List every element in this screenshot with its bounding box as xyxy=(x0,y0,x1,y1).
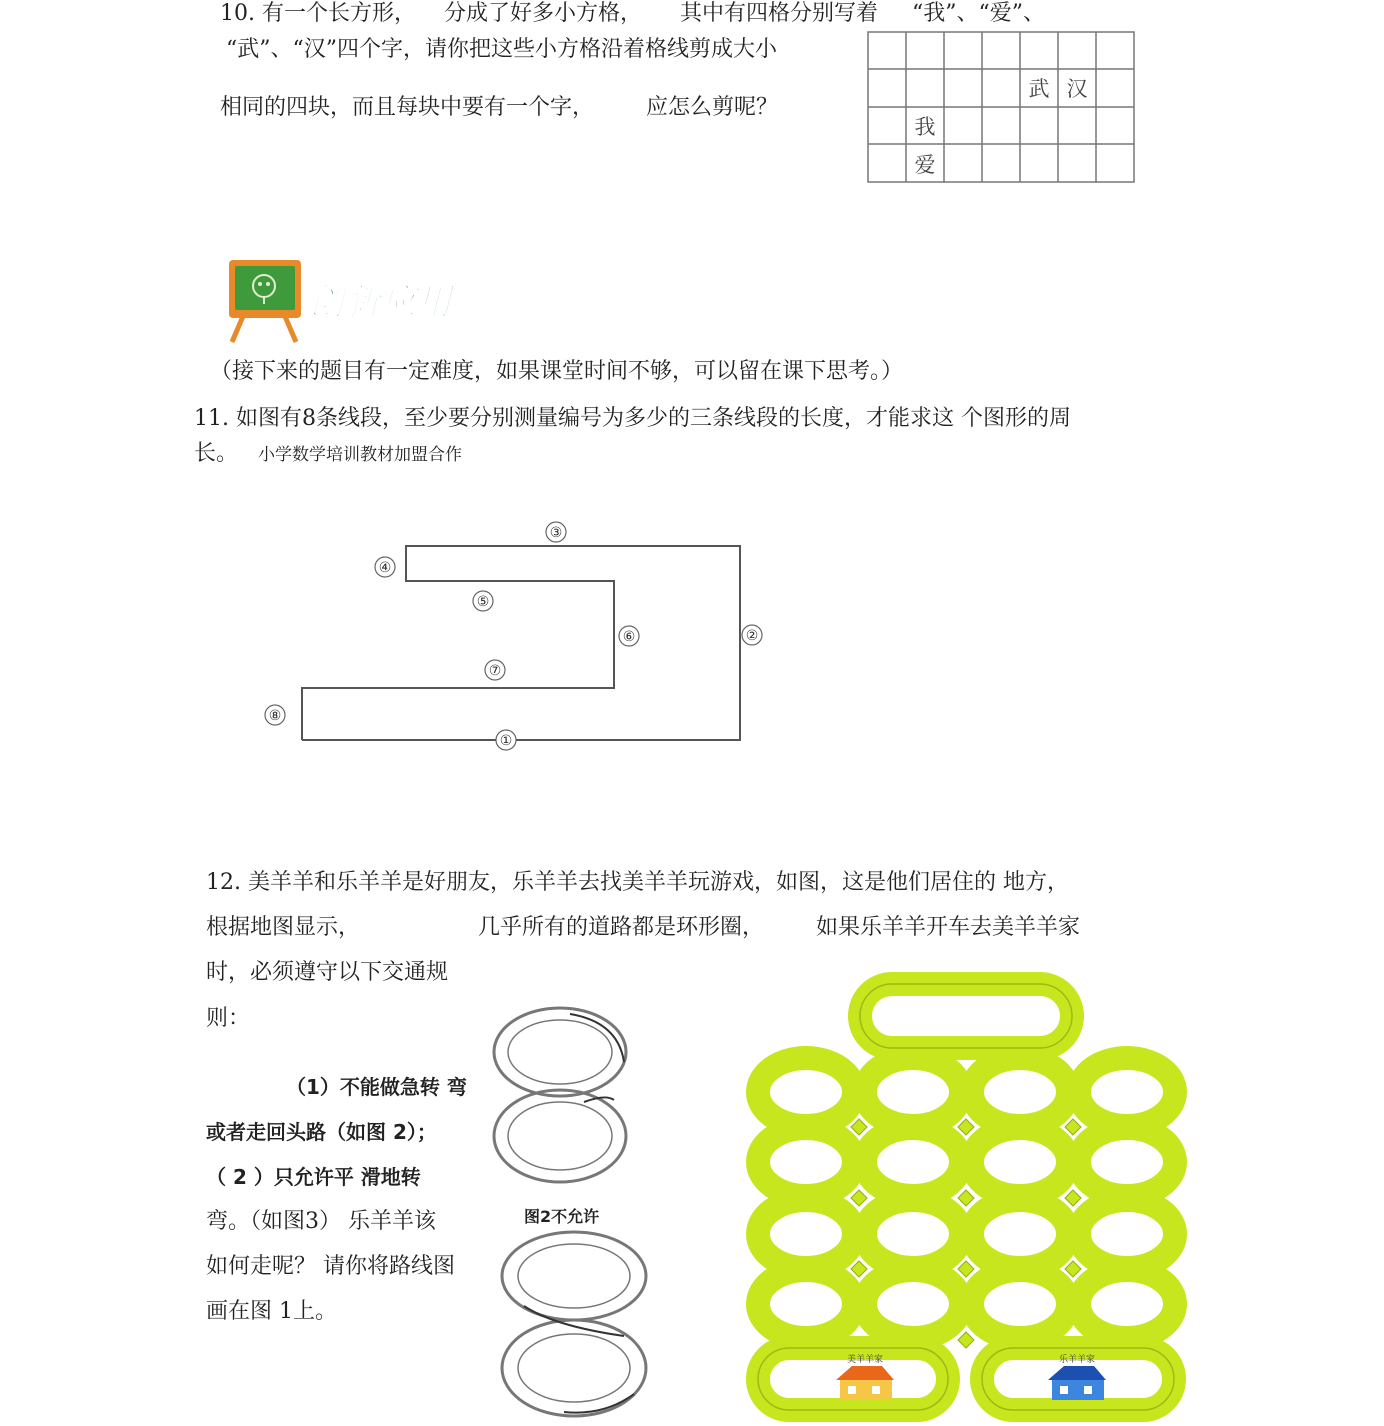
q12-rule2-b: 弯。（如图3） 乐羊羊该 xyxy=(206,1209,436,1234)
grid-char-wu: 武 xyxy=(1028,77,1050,101)
figure3-eight xyxy=(494,1226,654,1422)
chalkboard-icon xyxy=(229,260,301,342)
q11-line2 xyxy=(194,440,462,469)
grid-char-han: 汉 xyxy=(1066,77,1088,101)
q12-line2 xyxy=(206,914,1080,942)
segment-label-5: ⑤ xyxy=(476,594,490,610)
segment-polyline xyxy=(302,546,740,740)
banner-title: 创新应用 xyxy=(308,282,453,323)
q10-line1-part-d: “我”、“爱”、 xyxy=(912,1,1046,26)
q10-line1-part-c: 其中有四格分别写着 xyxy=(680,1,879,26)
q12-line1: 12. 美羊羊和乐羊羊是好朋友，乐羊羊去找美羊羊玩游戏，如图，这是他们居住的 地方， xyxy=(206,870,1069,895)
segment-label-3: ③ xyxy=(549,525,563,541)
house-label-right: 乐羊羊家 xyxy=(1058,1355,1096,1365)
house-icon-right xyxy=(1048,1353,1106,1400)
q10-line3 xyxy=(220,94,778,122)
q12-line2-part-a: 根据地图显示， xyxy=(206,915,361,940)
q11-line2-text: 长。 xyxy=(194,441,239,466)
segment-label-8: ⑧ xyxy=(268,708,282,724)
q12-rule1-b: 或者走回头路（如图 2）； xyxy=(206,1120,437,1144)
grid-char-wo: 我 xyxy=(914,115,936,139)
q12-line4: 则： xyxy=(206,1006,251,1031)
q11-ad-text: 小学数学培训教材加盟合作 xyxy=(258,445,463,465)
q11-line1: 11. 如图有8条线段，至少要分别测量编号为多少的三条线段的长度，才能求这 个图形的周 xyxy=(194,406,1071,431)
q10-line1-part-a: 10. 有一个长方形， xyxy=(220,1,416,26)
grid-char-ai: 爱 xyxy=(914,153,936,177)
q12-line3: 时，必须遵守以下交通规 xyxy=(206,960,449,985)
q10-line2: “武”、“汉”四个字，请你把这些小方格沿着格线剪成大小 xyxy=(226,37,777,62)
segment-label-2: ② xyxy=(745,628,759,644)
road-map xyxy=(736,972,1196,1424)
q12-rule2-a: （ 2 ）只允许平 滑地转 xyxy=(206,1165,421,1189)
house-icon-left xyxy=(836,1353,894,1400)
segment-label-4: ④ xyxy=(378,560,392,576)
segment-label-6: ⑥ xyxy=(622,629,636,645)
segment-label-7: ⑦ xyxy=(488,663,502,679)
q12-line2-part-c: 如果乐羊羊开车去美羊羊家 xyxy=(816,915,1081,940)
q10-line1 xyxy=(220,0,1045,28)
house-label-left: 美羊羊家 xyxy=(846,1355,884,1365)
innovation-banner xyxy=(226,254,471,346)
q12-line2-part-b: 几乎所有的道路都是环形圈， xyxy=(478,915,765,940)
q12-rule2-c: 如何走呢？ 请你将路线图 xyxy=(206,1254,455,1279)
figure2-caption: 图2不允许 xyxy=(524,1207,600,1226)
figure2-eight xyxy=(488,1002,638,1192)
q11-figure xyxy=(250,510,780,760)
q10-grid xyxy=(866,30,1136,184)
q10-line1-part-b: 分成了好多小方格， xyxy=(443,1,642,26)
q12-rule2-d: 画在图 1上。 xyxy=(206,1299,337,1324)
q12-rule1-a: （1）不能做急转 弯 xyxy=(286,1075,467,1099)
hint-note: （接下来的题目有一定难度，如果课堂时间不够，可以留在课下思考。） xyxy=(210,359,904,384)
segment-label-1: ① xyxy=(499,733,513,749)
q10-line3-part-b: 应怎么剪呢？ xyxy=(646,95,779,120)
q10-line3-part-a: 相同的四块，而且每块中要有一个字， xyxy=(220,95,595,120)
